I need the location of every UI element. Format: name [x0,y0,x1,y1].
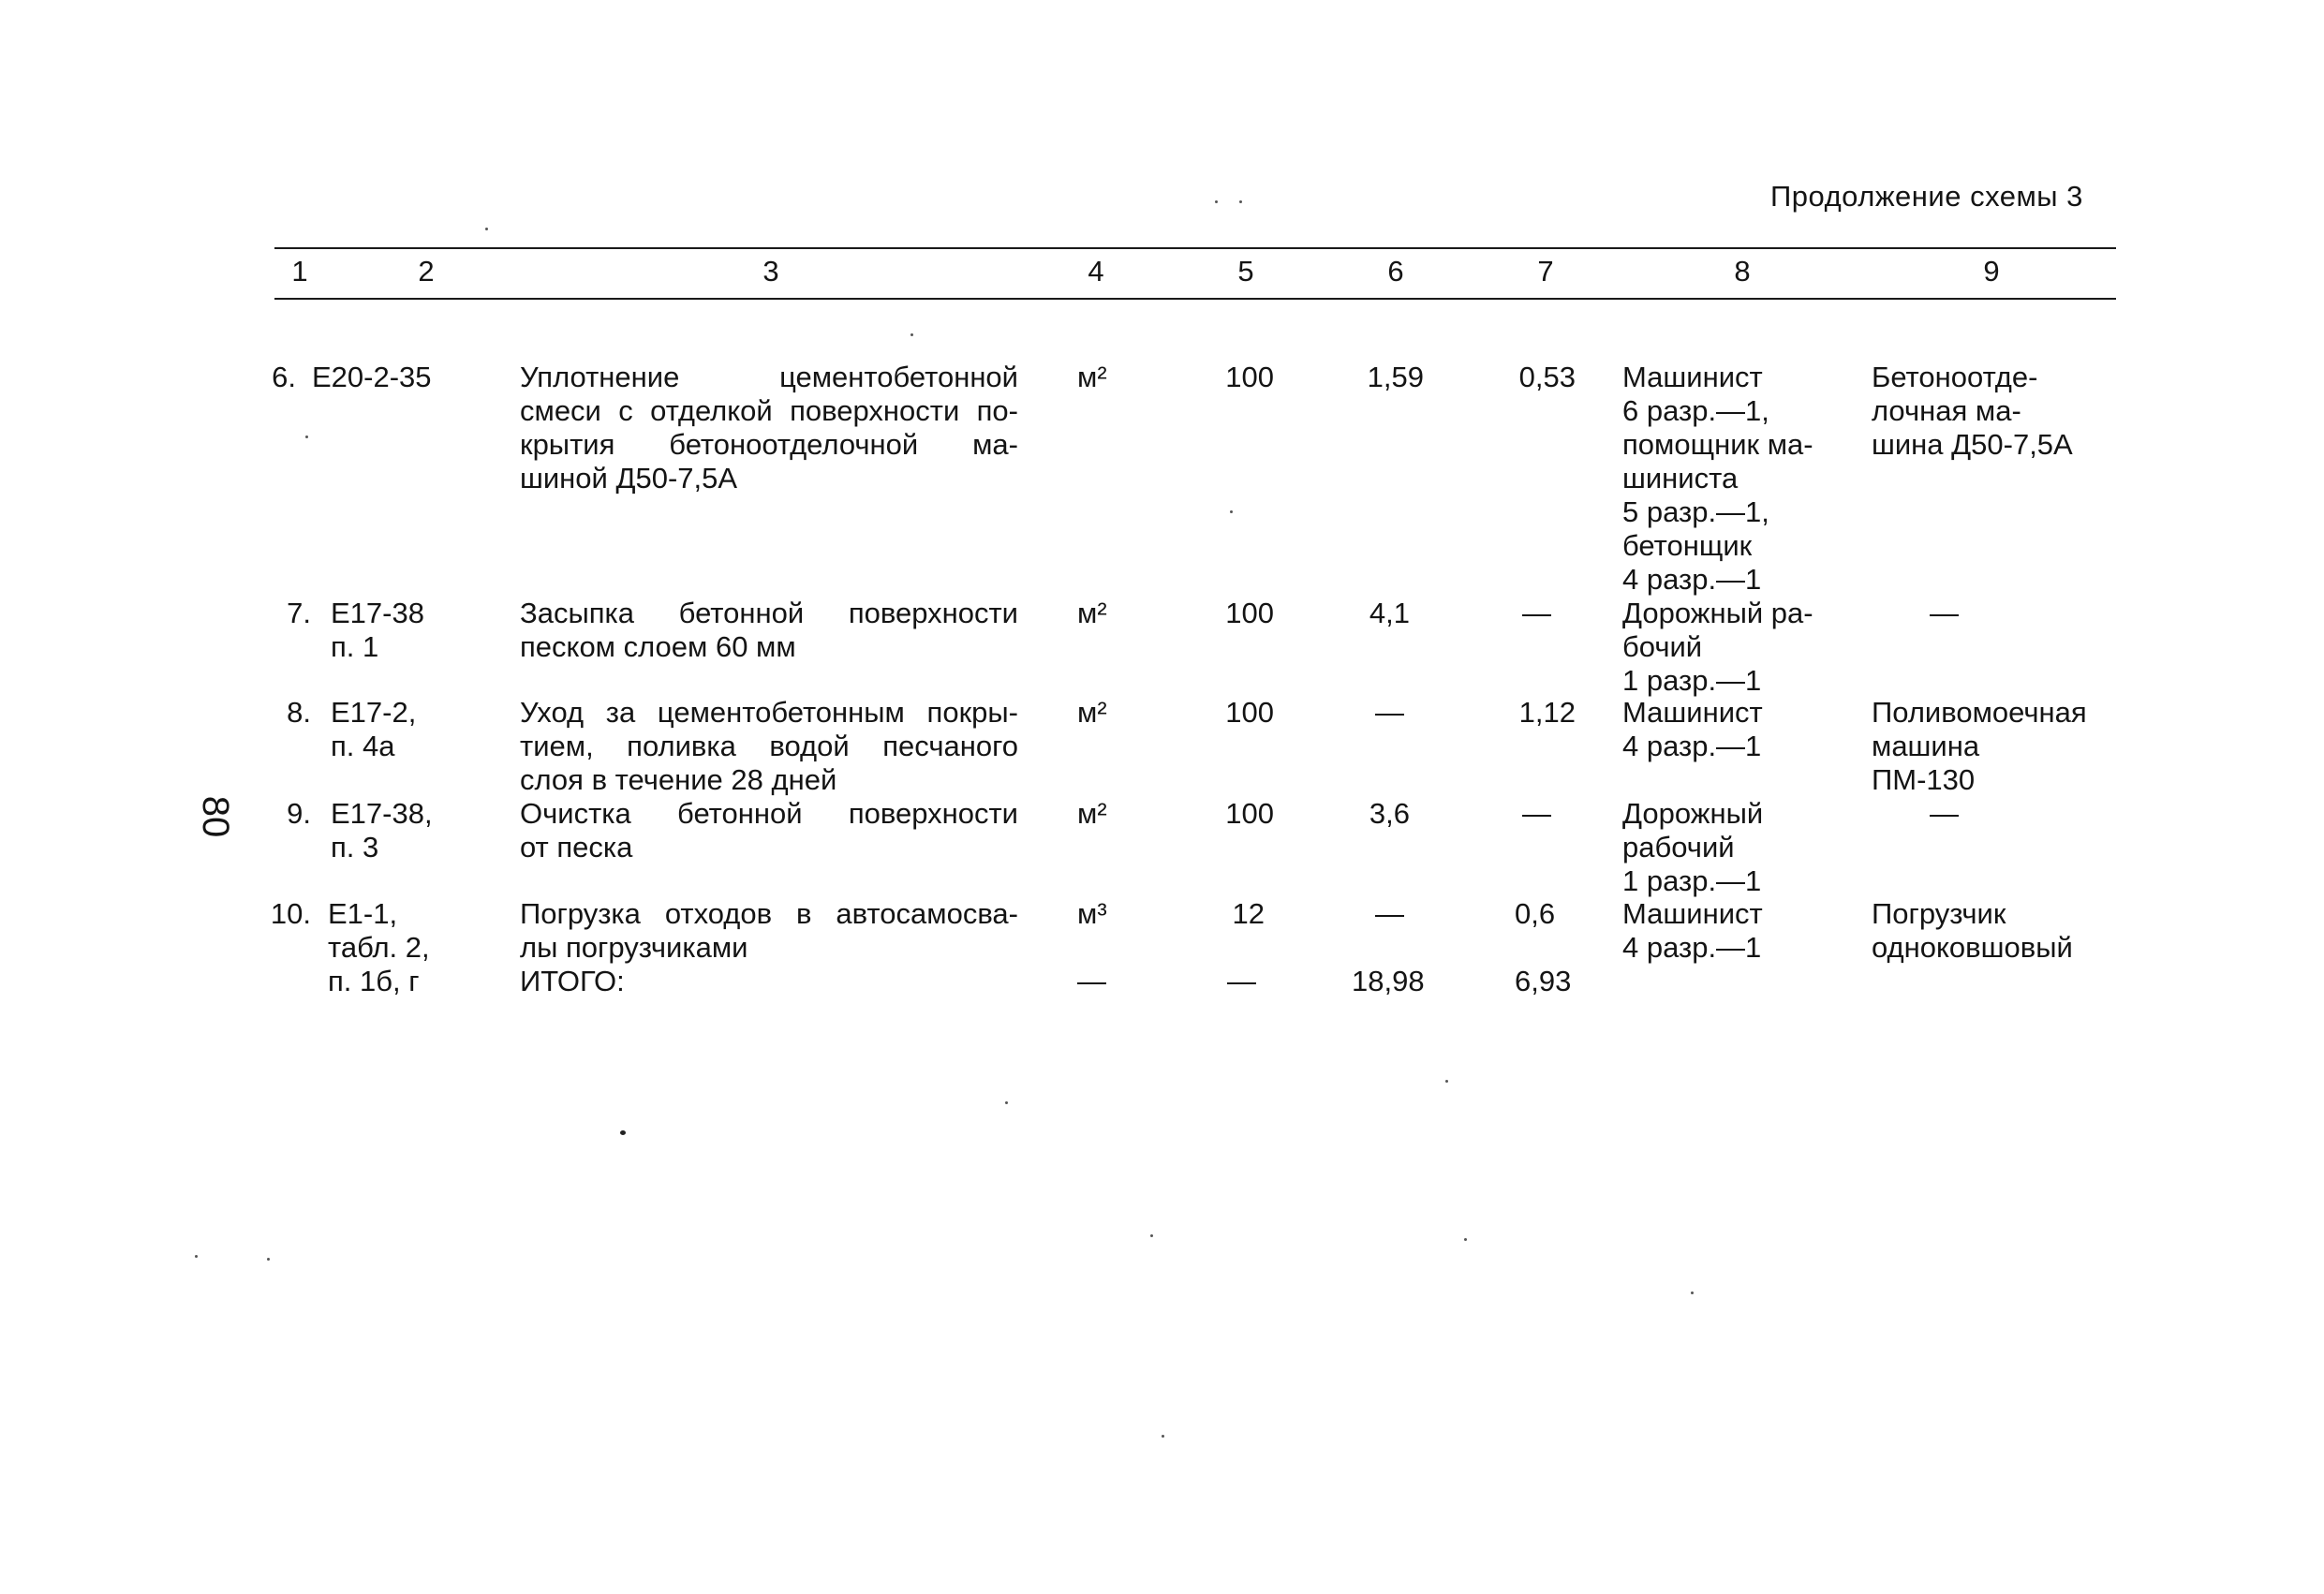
scan-speck [910,333,913,336]
labor-cost: 4,1 [1369,597,1410,629]
unit: м² [1077,797,1107,830]
scan-speck [305,435,308,438]
equipment: Поливомоечная машина ПМ-130 [1872,696,2087,796]
crew: Машинист 4 разр.—1 [1622,897,1763,964]
scan-speck [1005,1101,1008,1104]
unit: м² [1077,361,1107,393]
total-unit: — [1077,965,1106,997]
norm-code: Е17-38, п. 3 [331,797,433,863]
scan-speck [1150,1234,1153,1237]
work-description: Погрузка отходов в автосамосва- лы погрузчиками [520,897,1018,964]
equipment: — [1930,597,1959,629]
scan-speck [1162,1435,1164,1438]
work-description: Уход за цементобетонным покры- тием, поливка водой песчаного слоя в течение 28 дней [520,696,1018,796]
row-number: 7. [287,597,311,629]
table-header-rule [274,298,2116,300]
col-header-5: 5 [1237,255,1254,288]
scan-speck [1239,200,1242,203]
quantity: 100 [1225,696,1274,729]
norm-code: Е17-38 п. 1 [331,597,424,663]
quantity: 100 [1225,361,1274,393]
labor-cost: — [1375,897,1404,930]
crew: Дорожный ра- бочий 1 разр.—1 [1622,597,1813,697]
total-labor-cost: 18,98 [1352,965,1425,997]
col-header-4: 4 [1088,255,1104,288]
labor-cost: — [1375,696,1404,729]
row-number: 10. [270,897,311,930]
work-description: Засыпка бетонной поверхности песком слоем 60 мм [520,597,1018,663]
scan-speck [1230,510,1233,513]
scan-speck [1464,1238,1467,1241]
table-top-rule [274,247,2116,249]
col-header-7: 7 [1537,255,1554,288]
col-header-1: 1 [291,255,308,288]
continuation-title: Продолжение схемы 3 [1770,180,2083,213]
unit: м³ [1077,897,1107,930]
col-header-3: 3 [762,255,779,288]
quantity: 100 [1225,797,1274,830]
machine-time: — [1522,597,1551,629]
scan-speck [620,1130,626,1135]
labor-cost: 3,6 [1369,797,1410,830]
total-label: ИТОГО: [520,965,625,997]
col-header-9: 9 [1983,255,2000,288]
col-header-8: 8 [1734,255,1751,288]
work-description: Очистка бетонной поверхности от песка [520,797,1018,863]
norm-code: Е1-1, табл. 2, п. 1б, г [328,897,430,997]
row-number: 8. [287,696,311,729]
crew: Машинист 6 разр.—1, помощник ма- шиниста 5 разр.—1, бетонщик 4 разр.—1 [1622,361,1813,596]
machine-time: 0,6 [1515,897,1556,930]
unit: м² [1077,696,1107,729]
equipment: Погрузчик одноковшовый [1872,897,2073,964]
page-number: 80 [195,795,236,838]
machine-time: 0,53 [1518,361,1576,393]
row-number: 9. [287,797,311,830]
scan-speck [1215,200,1218,203]
work-description: Уплотнение цементобетонной смеси с отделкой поверхности по- крытия бетоноотделочной ма- шиной Д50-7,5А [520,361,1018,494]
quantity: 12 [1232,897,1265,930]
quantity: 100 [1225,597,1274,629]
equipment: — [1930,797,1959,830]
row-number: 6. [272,361,296,393]
scan-speck [267,1258,270,1261]
machine-time: 1,12 [1518,696,1576,729]
norm-code: Е17-2, п. 4а [331,696,417,762]
crew: Дорожный рабочий 1 разр.—1 [1622,797,1764,897]
crew: Машинист 4 разр.—1 [1622,696,1763,762]
machine-time: — [1522,797,1551,830]
scan-speck [485,228,488,230]
scan-speck [195,1255,198,1258]
col-header-6: 6 [1387,255,1404,288]
col-header-2: 2 [418,255,435,288]
scan-speck [1691,1291,1694,1294]
norm-code: Е20-2-35 [312,361,432,393]
total-quantity: — [1227,965,1256,997]
labor-cost: 1,59 [1367,361,1424,393]
scan-speck [1445,1080,1448,1083]
unit: м² [1077,597,1107,629]
total-machine-time: 6,93 [1515,965,1572,997]
equipment: Бетоноотде- лочная ма- шина Д50-7,5А [1872,361,2073,461]
